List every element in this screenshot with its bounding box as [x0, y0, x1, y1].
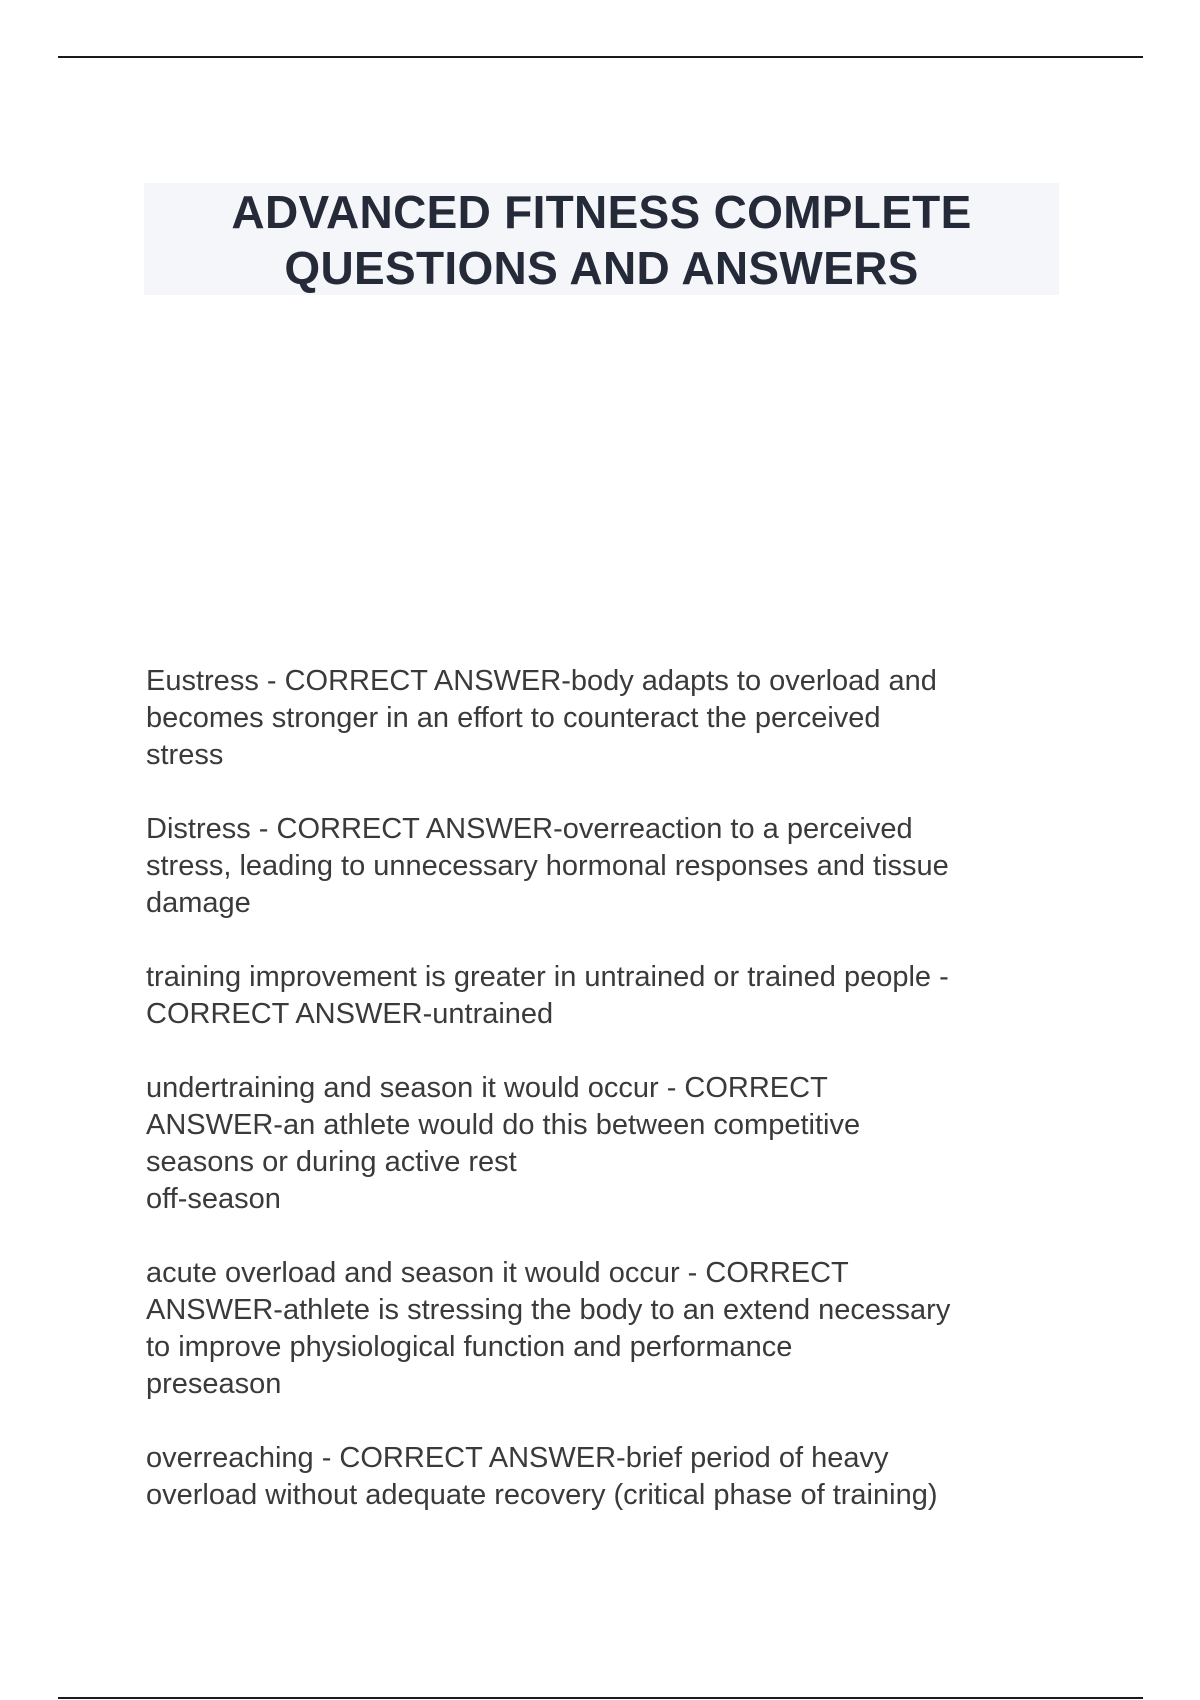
qa-line: seasons or during active rest — [146, 1146, 517, 1178]
qa-line: stress — [146, 739, 224, 771]
qa-item-distress — [146, 811, 1076, 922]
title-line-1: ADVANCED FITNESS COMPLETE — [231, 186, 972, 238]
qa-line: ANSWER-athlete is stressing the body to an extend necessary — [146, 1294, 951, 1326]
qa-line: CORRECT ANSWER-untrained — [146, 998, 554, 1030]
bottom-rule — [58, 1697, 1143, 1699]
qa-line: to improve physiological function and performance — [146, 1331, 793, 1363]
qa-line: stress, leading to unnecessary hormonal responses and tissue — [146, 850, 949, 882]
qa-line: becomes stronger in an effort to counteract the perceived — [146, 702, 881, 734]
qa-item-eustress — [146, 663, 1076, 774]
document-title — [144, 183, 1059, 295]
top-rule — [58, 56, 1143, 58]
qa-line: off-season — [146, 1183, 281, 1215]
qa-item-overreaching — [146, 1440, 1076, 1514]
qa-line: preseason — [146, 1368, 282, 1400]
qa-line: overload without adequate recovery (critical phase of training) — [146, 1479, 938, 1511]
qa-line: ANSWER-an athlete would do this between competitive — [146, 1109, 861, 1141]
qa-line: Eustress - CORRECT ANSWER-body adapts to overload and — [146, 665, 937, 697]
qa-item-acute-overload — [146, 1255, 1076, 1403]
qa-line: undertraining and season it would occur - CORRECT — [146, 1072, 828, 1104]
qa-line: training improvement is greater in untrained or trained people - — [146, 961, 949, 993]
qa-line: Distress - CORRECT ANSWER-overreaction to a perceived — [146, 813, 913, 845]
qa-item-undertraining — [146, 1070, 1076, 1218]
qa-line: acute overload and season it would occur - CORRECT — [146, 1257, 849, 1289]
title-line-2: QUESTIONS AND ANSWERS — [284, 242, 919, 294]
qa-item-training-improvement — [146, 959, 1076, 1033]
qa-line: damage — [146, 887, 251, 919]
qa-list — [146, 663, 1076, 1551]
qa-line: overreaching - CORRECT ANSWER-brief period of heavy — [146, 1442, 889, 1474]
